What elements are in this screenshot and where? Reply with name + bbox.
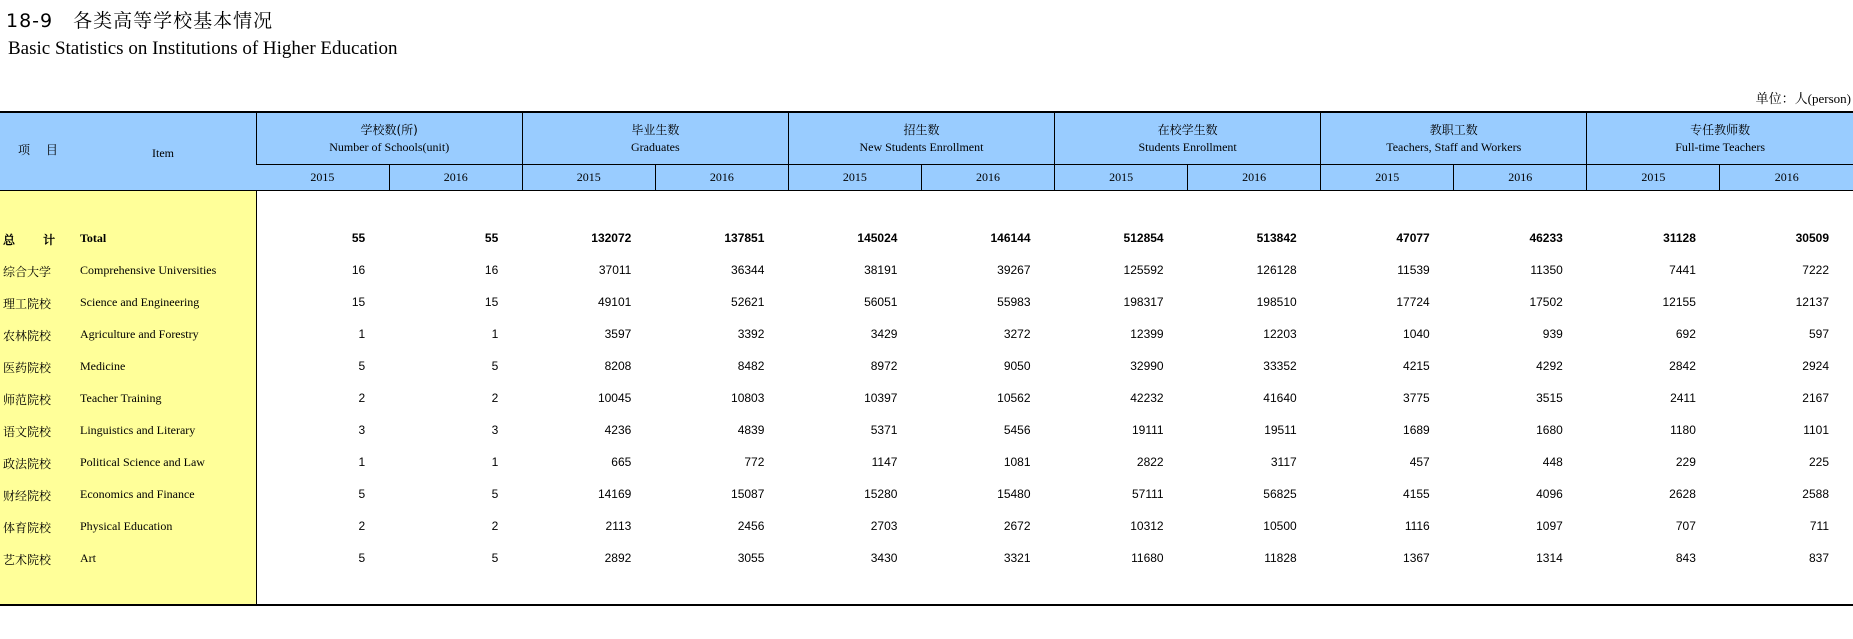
value-cell: 30509 [1795,231,1829,245]
header-group-teachers [1587,112,1853,165]
spacer-cell [256,191,1853,223]
value-cell: 837 [1808,551,1829,565]
value-cell: 1147 [871,455,898,469]
row-label-cell [0,286,256,318]
value-cell: 16 [351,263,366,277]
header-group-en: Full-time Teachers [1675,139,1766,154]
value-cell: 2113 [605,519,632,533]
value-cell: 229 [1675,455,1696,469]
value-cell: 597 [1808,327,1829,341]
value-cell: 7222 [1802,263,1829,277]
row-label-en: Teacher Training [80,391,162,405]
value-cell: 457 [1409,455,1430,469]
row-label-en: Comprehensive Universities [80,263,217,277]
value-cell: 2411 [1670,391,1696,405]
value-cell: 32990 [1130,359,1164,373]
value-cell: 1 [358,327,366,341]
value-cell: 4292 [1536,359,1563,373]
header-group-en: New Students Enrollment [859,139,984,154]
row-label-en: Political Science and Law [80,455,205,469]
header-group-cn: 学校数(所) [360,122,418,137]
header-year: 2015 [256,165,389,191]
row-label-en: Science and Engineering [80,295,200,309]
header-group-cn: 在校学生数 [1157,122,1218,137]
value-cell: 5371 [870,423,898,437]
value-cell: 2924 [1802,359,1829,373]
value-cell: 2 [491,519,499,533]
value-cell: 2588 [1802,487,1829,501]
value-cell: 8208 [604,359,632,373]
value-cell: 3515 [1536,391,1563,405]
row-label-cn: 综合大学 [3,265,52,279]
value-cell: 3429 [870,327,898,341]
value-cell: 46233 [1529,231,1563,245]
row-label-cn: 农林院校 [3,329,52,343]
row-label-cell [0,382,256,414]
value-cell: 55 [351,231,366,245]
value-cell: 1101 [1803,423,1829,437]
value-cell: 11350 [1530,263,1563,277]
value-cell: 10397 [864,391,898,405]
value-cell: 3117 [1270,455,1297,469]
value-cell: 1097 [1536,519,1563,533]
spacer-row [0,574,1853,605]
value-cell: 15 [351,295,366,309]
header-row-years [0,165,1853,191]
unit-label: 单位：人(person) [1755,91,1851,106]
header-year: 2016 [1188,165,1321,191]
value-cell: 3055 [737,551,765,565]
header-item-cn: 项 目 [18,143,64,157]
header-group-new-enrollment [788,112,1054,165]
header-year: 2016 [655,165,788,191]
table-row [0,382,1853,414]
row-label-cell [0,478,256,510]
value-cell: 2456 [737,519,765,533]
header-group-en: Teachers, Staff and Workers [1386,139,1522,154]
spacer-row [0,191,1853,223]
header-group-staff [1321,112,1587,165]
value-cell: 42232 [1130,391,1164,405]
value-cell: 11680 [1131,551,1164,565]
row-label-en: Art [80,551,96,565]
value-cell: 772 [744,455,765,469]
value-cell: 4236 [604,423,632,437]
header-group-schools [256,112,522,165]
value-cell: 33352 [1263,359,1297,373]
value-cell: 55 [484,231,499,245]
value-cell: 513842 [1256,231,1297,245]
value-cell: 19111 [1132,423,1164,437]
value-cell: 2703 [870,519,898,533]
value-cell: 4155 [1403,487,1430,501]
value-cell: 10562 [997,391,1031,405]
value-cell: 10045 [597,391,632,405]
value-cell: 2167 [1802,391,1829,405]
value-cell: 5456 [1003,423,1031,437]
value-cell: 4215 [1403,359,1430,373]
value-cell: 939 [1542,327,1563,341]
table-body [0,191,1853,606]
page-title-chinese: 18-9 各类高等学校基本情况 [6,10,274,32]
value-cell: 145024 [857,231,898,245]
row-label-cell [0,350,256,382]
value-cell: 1680 [1536,423,1563,437]
value-cell: 5 [491,487,499,501]
value-cell: 1 [491,455,499,469]
row-label-cn: 政法院校 [3,457,52,471]
value-cell: 12203 [1263,327,1297,341]
header-year: 2016 [389,165,522,191]
row-label-cn: 医药院校 [3,361,52,375]
value-cell: 19511 [1264,423,1297,437]
value-cell: 12155 [1662,295,1696,309]
statistics-table [0,111,1853,606]
header-item [0,112,256,191]
table-row [0,254,1853,286]
row-label-cell [0,510,256,542]
header-group-enrollment [1055,112,1321,165]
value-cell: 3272 [1003,327,1031,341]
header-year: 2016 [1454,165,1587,191]
value-cell: 56051 [864,295,898,309]
row-label-en: Agriculture and Forestry [80,327,199,341]
row-label-cn: 师范院校 [3,393,52,407]
value-cell: 3430 [870,551,898,565]
value-cell: 17724 [1396,295,1430,309]
value-cell: 8482 [737,359,765,373]
value-cell: 15087 [731,487,765,501]
value-cell: 198317 [1123,295,1164,309]
value-cell: 3 [358,423,366,437]
header-group-en: Students Enrollment [1138,139,1237,154]
header-row-groups [0,112,1853,165]
value-cell: 2 [491,391,499,405]
value-cell: 7441 [1669,263,1696,277]
value-cell: 31128 [1663,231,1696,245]
value-cell: 198510 [1256,295,1297,309]
value-cell: 146144 [990,231,1031,245]
row-label-cell [0,542,256,574]
value-cell: 15280 [864,487,898,501]
table-row [0,350,1853,382]
table-row [0,478,1853,510]
value-cell: 57111 [1132,487,1164,501]
value-cell: 5 [491,551,499,565]
value-cell: 225 [1808,455,1829,469]
value-cell: 4839 [737,423,765,437]
header-group-graduates [522,112,788,165]
value-cell: 137851 [724,231,765,245]
value-cell: 41640 [1263,391,1297,405]
value-cell: 692 [1675,327,1696,341]
value-cell: 512854 [1123,231,1164,245]
row-label-en: Economics and Finance [80,487,195,501]
value-cell: 2628 [1669,487,1696,501]
value-cell: 711 [1809,519,1829,533]
row-label-cn: 艺术院校 [3,553,52,567]
value-cell: 15 [484,295,499,309]
value-cell: 39267 [997,263,1031,277]
table-row-total [0,222,1853,254]
row-label-cn: 财经院校 [3,489,52,503]
value-cell: 12399 [1130,327,1164,341]
value-cell: 125592 [1123,263,1164,277]
value-cell: 2672 [1003,519,1031,533]
row-label-cell [0,414,256,446]
value-cell: 4096 [1536,487,1563,501]
value-cell: 3392 [737,327,765,341]
value-cell: 1314 [1536,551,1563,565]
row-label-cell [0,318,256,350]
value-cell: 1081 [1003,455,1031,469]
spacer-label-cell [0,191,256,223]
value-cell: 1689 [1403,423,1430,437]
header-group-cn: 毕业生数 [631,122,680,137]
value-cell: 3321 [1003,551,1031,565]
spacer-label-cell [0,574,256,605]
header-group-cn: 教职工数 [1429,122,1478,137]
table-row [0,510,1853,542]
value-cell: 14169 [597,487,632,501]
value-cell: 2842 [1669,359,1696,373]
table-row [0,542,1853,574]
table-row [0,318,1853,350]
value-cell: 52621 [731,295,765,309]
value-cell: 5 [358,551,366,565]
value-cell: 126128 [1256,263,1297,277]
value-cell: 47077 [1396,231,1430,245]
value-cell: 1180 [1670,423,1696,437]
row-label-cn: 语文院校 [3,425,52,439]
value-cell: 37011 [598,263,632,277]
row-label-en: Medicine [80,359,126,373]
value-cell: 11828 [1264,551,1297,565]
table-row [0,286,1853,318]
value-cell: 8972 [870,359,898,373]
value-cell: 56825 [1263,487,1297,501]
value-cell: 5 [491,359,499,373]
header-item-en: Item [152,146,174,160]
header-year: 2015 [1055,165,1188,191]
value-cell: 17502 [1529,295,1563,309]
value-cell: 38191 [864,263,898,277]
header-year: 2015 [1587,165,1720,191]
header-year: 2015 [522,165,655,191]
row-label-en: Linguistics and Literary [80,423,196,437]
page-title-english: Basic Statistics on Institutions of Higher Education [8,38,398,59]
header-year: 2016 [1720,165,1853,191]
value-cell: 1 [491,327,499,341]
value-cell: 2892 [604,551,632,565]
row-label-en: Physical Education [80,519,173,533]
value-cell: 3 [491,423,499,437]
header-group-cn: 招生数 [903,122,940,137]
value-cell: 448 [1542,455,1563,469]
header-year: 2015 [1321,165,1454,191]
value-cell: 843 [1675,551,1696,565]
row-label-cell [0,446,256,478]
header-year: 2015 [788,165,921,191]
row-label-cn: 理工院校 [3,297,52,311]
value-cell: 10312 [1130,519,1164,533]
row-label-en: Total [80,231,107,245]
value-cell: 707 [1675,519,1696,533]
value-cell: 16 [484,263,499,277]
value-cell: 132072 [591,231,632,245]
row-label-cell [0,222,256,254]
table-row [0,446,1853,478]
value-cell: 5 [358,359,366,373]
value-cell: 15480 [997,487,1031,501]
value-cell: 1367 [1403,551,1430,565]
value-cell: 12137 [1795,295,1829,309]
value-cell: 2 [358,391,366,405]
header-group-en: Graduates [631,139,680,154]
value-cell: 49101 [597,295,632,309]
value-cell: 36344 [731,263,765,277]
table-row [0,414,1853,446]
value-cell: 2 [358,519,366,533]
row-label-cn: 总 计 [3,233,68,247]
value-cell: 10500 [1263,519,1297,533]
value-cell: 1 [358,455,366,469]
row-label-cn: 体育院校 [3,521,52,535]
value-cell: 9050 [1003,359,1031,373]
value-cell: 5 [358,487,366,501]
value-cell: 3597 [604,327,632,341]
header-group-en: Number of Schools(unit) [329,139,450,154]
value-cell: 2822 [1136,455,1164,469]
value-cell: 1116 [1404,519,1430,533]
spacer-cell [256,574,1853,605]
value-cell: 11539 [1397,263,1430,277]
value-cell: 55983 [997,295,1031,309]
value-cell: 1040 [1403,327,1430,341]
header-group-cn: 专任教师数 [1690,122,1751,137]
value-cell: 3775 [1403,391,1430,405]
value-cell: 10803 [731,391,765,405]
row-label-cell [0,254,256,286]
value-cell: 665 [611,455,632,469]
header-year: 2016 [921,165,1054,191]
